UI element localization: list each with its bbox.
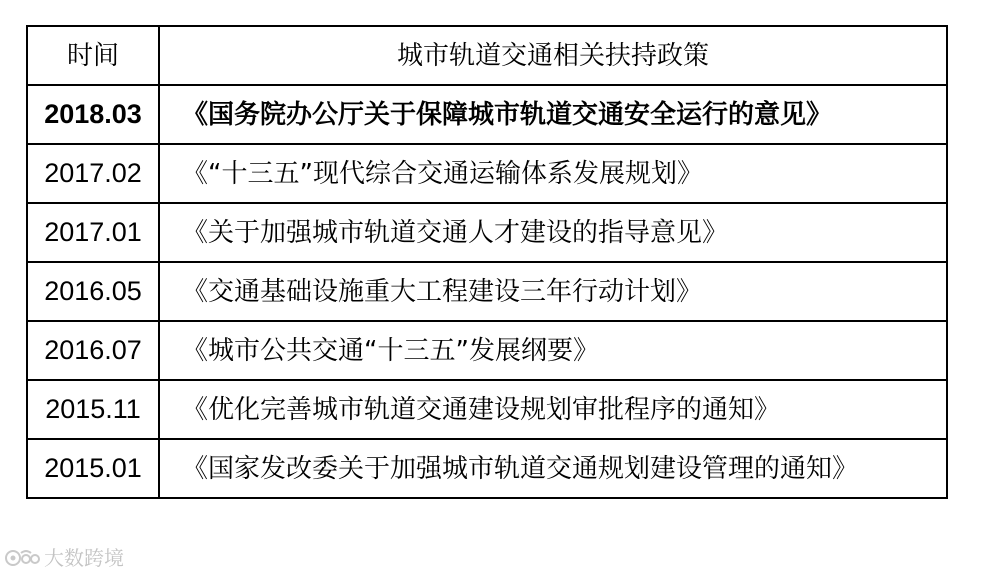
row-date: 2016.07 [27, 321, 159, 380]
row-date: 2015.01 [27, 439, 159, 498]
table-row [27, 380, 947, 439]
row-policy: 《优化完善城市轨道交通建设规划审批程序的通知》 [159, 380, 947, 439]
table-row [27, 144, 947, 203]
table-row [27, 203, 947, 262]
row-policy: 《国家发改委关于加强城市轨道交通规划建设管理的通知》 [159, 439, 947, 498]
header-policy: 城市轨道交通相关扶持政策 [159, 26, 947, 85]
watermark-logo-icon [4, 545, 42, 569]
row-policy: 《关于加强城市轨道交通人才建设的指导意见》 [159, 203, 947, 262]
header-date: 时间 [27, 26, 159, 85]
table-row [27, 321, 947, 380]
row-date: 2018.03 [27, 85, 159, 144]
row-date: 2017.01 [27, 203, 159, 262]
table-row [27, 262, 947, 321]
table-row [27, 85, 947, 144]
watermark-text: 大数跨境 [44, 546, 124, 570]
row-policy: 《城市公共交通“十三五”发展纲要》 [159, 321, 947, 380]
table-row [27, 439, 947, 498]
row-date: 2017.02 [27, 144, 159, 203]
policy-table [26, 25, 948, 499]
row-policy: 《“十三五”现代综合交通运输体系发展规划》 [159, 144, 947, 203]
row-date: 2016.05 [27, 262, 159, 321]
row-policy: 《国务院办公厅关于保障城市轨道交通安全运行的意见》 [159, 85, 947, 144]
table-header-row [27, 26, 947, 85]
row-policy: 《交通基础设施重大工程建设三年行动计划》 [159, 262, 947, 321]
watermark [4, 542, 124, 571]
row-date: 2015.11 [27, 380, 159, 439]
